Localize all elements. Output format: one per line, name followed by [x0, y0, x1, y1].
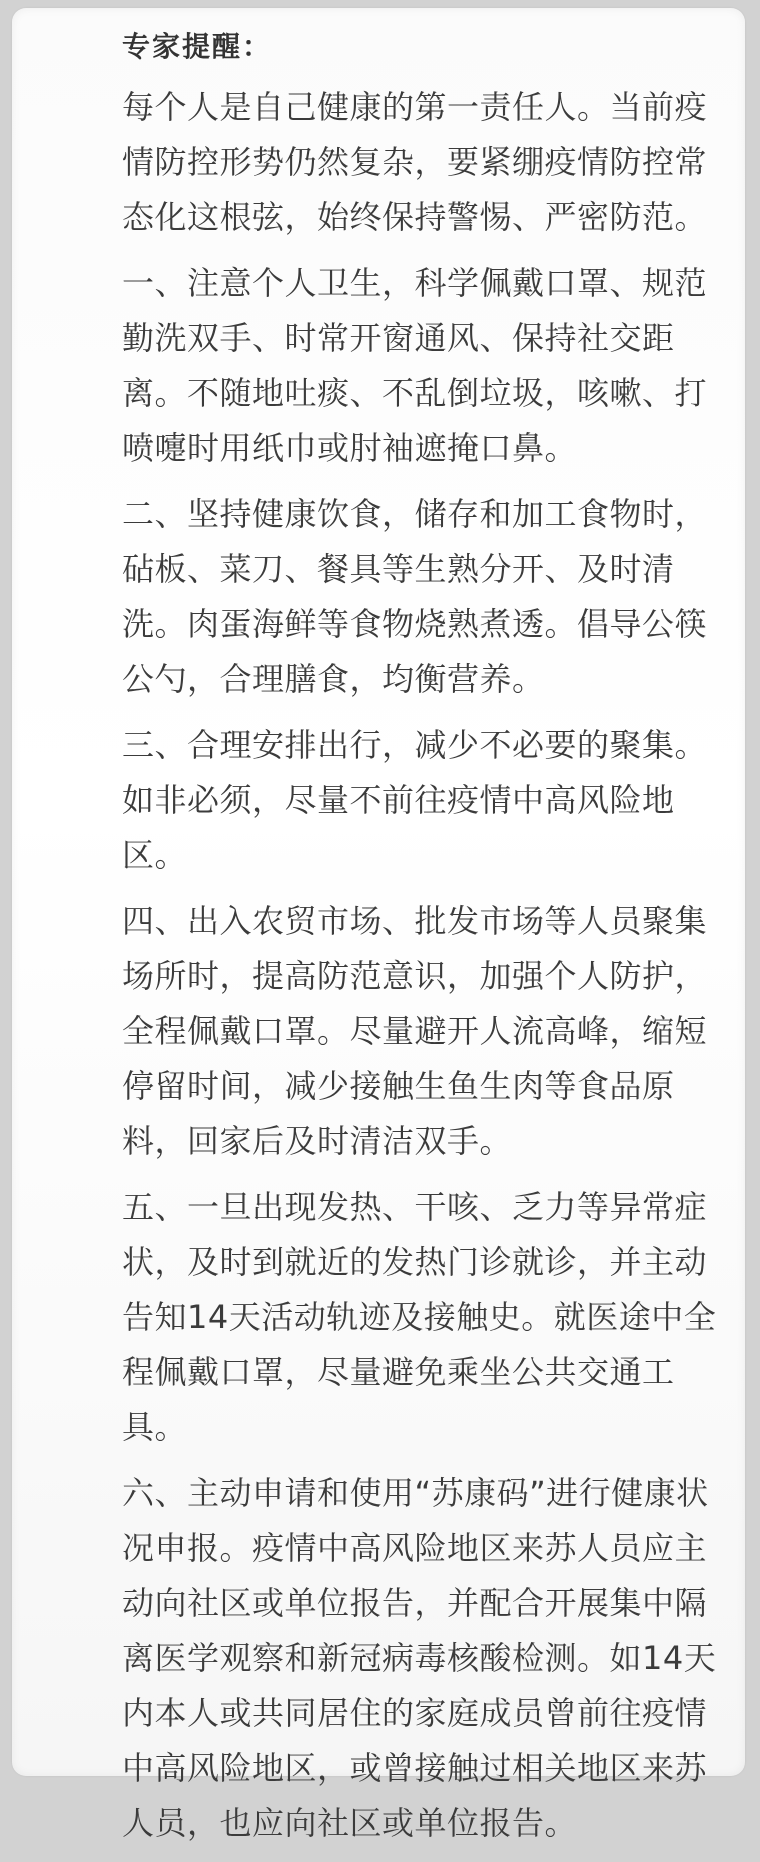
- notice-content: [122, 26, 722, 1862]
- paragraph-health-code: 六、主动申请和使用“苏康码”进行健康状况申报。疫情中高风险地区来苏人员应主动向社区或单位报告，并配合开展集中隔离医学观察和新冠病毒核酸检测。如14天内本人或共同居住的家庭成员曾前往疫情中高风险地区，或曾接触过相关地区来苏人员，也应向社区或单位报告。: [122, 1474, 717, 1842]
- paragraph-symptoms: 五、一旦出现发热、干咳、乏力等异常症状，及时到就近的发热门诊就诊，并主动告知14天活动轨迹及接触史。就医途中全程佩戴口罩，尽量避免乘坐公共交通工具。: [122, 1188, 717, 1446]
- paragraph-hygiene: 一、注意个人卫生，科学佩戴口罩、规范勤洗双手、时常开窗通风、保持社交距离。不随地吐痰、不乱倒垃圾，咳嗽、打喷嚏时用纸巾或肘袖遮掩口鼻。: [122, 264, 708, 467]
- notice-heading: 专家提醒：: [122, 30, 273, 63]
- paragraph-travel: 三、合理安排出行，减少不必要的聚集。如非必须，尽量不前往疫情中高风险地区。: [122, 726, 708, 874]
- paragraph-intro: 每个人是自己健康的第一责任人。当前疫情防控形势仍然复杂，要紧绷疫情防控常态化这根弦，始终保持警惕、严密防范。: [122, 88, 708, 236]
- paragraph-diet: 二、坚持健康饮食，储存和加工食物时，砧板、菜刀、餐具等生熟分开、及时清洗。肉蛋海鲜等食物烧熟煮透。倡导公筷公勺，合理膳食，均衡营养。: [122, 495, 708, 698]
- paragraph-markets: 四、出入农贸市场、批发市场等人员聚集场所时，提高防范意识，加强个人防护，全程佩戴口罩。尽量避开人流高峰，缩短停留时间，减少接触生鱼生肉等食品原料，回家后及时清洁双手。: [122, 902, 708, 1160]
- notice-card: [12, 8, 745, 1842]
